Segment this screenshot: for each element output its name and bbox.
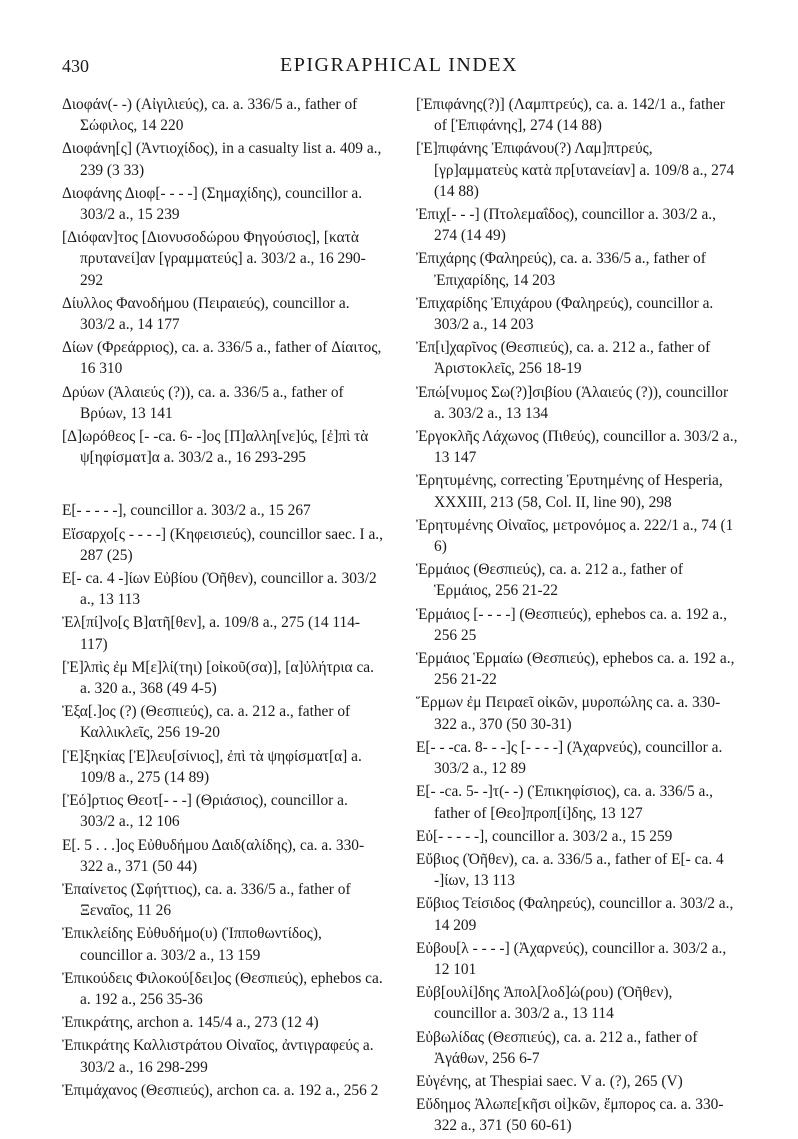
- index-entry: Ε[- ca. 4 -]ίων Εὐβίου (Ὀῆθεν), councillor a. 303/2 a., 13 113: [62, 570, 377, 609]
- index-entry: Ἐπιμάχανος (Θεσπιεύς), archon ca. a. 192 a., 256 2: [62, 1081, 379, 1099]
- index-entry: Ἐπαίνετος (Σφήττιος), ca. a. 336/5 a., father of Ξεναῖος, 11 26: [62, 880, 351, 920]
- index-entry: [Ἐπιφάνης(?)] (Λαμπτρεύς), ca. a. 142/1 a., father of [Ἐπιφάνης], 274 (14 88): [416, 96, 725, 135]
- index-entry: Διοφάνης Διοφ[- - - -] (Σημαχίδης), councillor a. 303/2 a., 15 239: [62, 184, 363, 224]
- index-entry: Εὐβου[λ - - - -] (Ἀχαρνεύς), councillor a. 303/2 a., 12 101: [416, 939, 727, 978]
- index-entry: Ἐρητυμένης Οἰναῖος, μετρονόμος a. 222/1 a., 74 (1 6): [416, 516, 734, 556]
- index-entry: [Ἐό]ρτιος Θεοτ[- - -] (Θριάσιος), councillor a. 303/2 a., 12 106: [62, 792, 348, 831]
- index-entry: Εὐγένης, at Thespiai saec. V a. (?), 265 (V): [416, 1072, 683, 1090]
- right-column: [416, 94, 738, 1139]
- index-entry: Ε[- -ca. 5- -]τ(- -) (Ἐπικηφίσιος), ca. a. 336/5 a., father of [Θεο]προπ[ί]δης, 13 127: [416, 783, 714, 822]
- index-entry: [Δ]ωρόθεος [- -ca. 6- -]ος [Π]αλλη[νε]ύς, [ἐ]πὶ τὰ ψ[ηφίσματ]α a. 303/2 a., 16 293-295: [62, 428, 369, 467]
- index-entry: Ἐπιχάρης (Φαληρεύς), ca. a. 336/5 a., father of Ἐπιχαρίδης, 14 203: [416, 250, 706, 289]
- index-entry: Ἐπιχαρίδης Ἐπιχάρου (Φαληρεύς), councillor a. 303/2 a., 14 203: [416, 294, 714, 334]
- section-gap: [62, 470, 386, 500]
- index-entry: Ἕρμων ἐμ Πειραεῖ οἰκῶν, μυροπώλης ca. a. 330-322 a., 370 (50 30-31): [416, 694, 721, 733]
- index-entry: Ἐπικράτης, archon a. 145/4 a., 273 (12 4): [62, 1014, 319, 1032]
- index-entry: Ἐργοκλῆς Λάχωνος (Πιθεύς), councillor a. 303/2 a., 13 147: [416, 428, 738, 467]
- left-column: [62, 94, 386, 1103]
- index-entry: Εὐβωλίδας (Θεσπιεύς), ca. a. 212 a., father of Ἀγάθων, 256 6-7: [416, 1028, 698, 1067]
- index-entry: Ἐλ[πί]νο[ς Β]ατῆ[θεν], a. 109/8 a., 275 (14 114-117): [62, 614, 361, 653]
- index-entry: Ἐπώ[νυμος Σω(?)]σιβίου (Ἁλαιεύς (?)), councillor a. 303/2 a., 13 134: [416, 383, 729, 422]
- index-entry: [Διόφαν]τος [Διονυσοδώρου Φηγούσιος], [κατὰ πρυτανεί]αν [γραμματεύς] a. 303/2 a., 16 290-292: [62, 229, 366, 289]
- index-entry: Δίων (Φρεάρριος), ca. a. 336/5 a., father of Δίαιτος, 16 310: [62, 339, 382, 378]
- index-entry: Ἐπικράτης Καλλιστράτου Οἰναῖος, ἀντιγραφεύς a. 303/2 a., 16 298-299: [62, 1037, 374, 1076]
- index-entry: Εὐ[- - - - -], councillor a. 303/2 a., 15 259: [416, 827, 673, 845]
- index-entry: Εἴσαρχο[ς - - - -] (Κηφεισιεύς), councillor saec. I a., 287 (25): [62, 525, 383, 564]
- index-entry: Ε[- - - - -], councillor a. 303/2 a., 15 267: [62, 502, 311, 520]
- index-entry: Ἐπ[ι]χαρῖνος (Θεσπιεύς), ca. a. 212 a., father of Ἀριστοκλεῖς, 256 18-19: [416, 339, 711, 378]
- index-entry: Ἐπικλείδης Εὐθυδήμο(υ) (Ἱπποθωντίδος), councillor a. 303/2 a., 13 159: [62, 925, 322, 964]
- index-entry: Ἑρμάιος [- - - -] (Θεσπιεύς), ephebos ca. a. 192 a., 256 25: [416, 605, 727, 644]
- index-entry: [Ἐ]ξηκίας [Ἐ]λευ[σίνιος], ἐπὶ τὰ ψηφίσματ[α] a. 109/8 a., 275 (14 89): [62, 747, 362, 786]
- index-entry: Δρύων (Ἁλαιεύς (?)), ca. a. 336/5 a., father of Βρύων, 13 141: [62, 383, 344, 422]
- index-entry: Ε[. 5 . . .]ος Εὐθυδήμου Δαιδ(αλίδης), ca. a. 330-322 a., 371 (50 44): [62, 836, 365, 875]
- index-entry: [Ἐ]λπὶς ἐμ Μ[ε]λί(τηι) [οἰκοῦ(σα)], [α]ὐλήτρια ca. a. 320 a., 368 (49 4-5): [62, 658, 374, 698]
- index-entry: Ἐπιχ[- - -] (Πτολεμαΐδος), councillor a. 303/2 a., 274 (14 49): [416, 206, 716, 245]
- index-entry: Ἐπικούδεις Φιλοκού[δει]ος (Θεσπιεύς), ephebos ca. a. 192 a., 256 35-36: [62, 969, 383, 1008]
- index-entry: Ε[- - -ca. 8- - -]ς [- - - -] (Ἀχαρνεύς), councillor a. 303/2 a., 12 89: [416, 738, 723, 778]
- index-entry: Ἑρμάιος (Θεσπιεύς), ca. a. 212 a., father of Ἑρμάιος, 256 21-22: [416, 561, 683, 600]
- index-entry: Ἐρητυμένης, correcting Ἐρυτημένης of Hesperia, XXXIII, 213 (58, Col. II, line 90), 298: [416, 472, 723, 511]
- index-entry: Εὔβιος (Ὀῆθεν), ca. a. 336/5 a., father of Ε[- ca. 4 -]ίων, 13 113: [416, 850, 724, 890]
- index-entry: Ἑρμάιος Ἑρμαίω (Θεσπιεύς), ephebos ca. a. 192 a., 256 21-22: [416, 650, 735, 689]
- index-entry: [Ἐ]πιφάνης Ἐπιφάνου(?) Λαμ]πτρεύς, [γρ]αμματεὺς κατὰ πρ[υτανείαν] a. 109/8 a., 274 (14 88): [416, 140, 735, 200]
- index-entry: Ἐξα[.]ος (?) (Θεσπιεύς), ca. a. 212 a., father of Καλλικλεῖς, 256 19-20: [62, 703, 351, 742]
- index-entry: Εὐβ[ουλί]δης Ἀπολ[λοδ]ώ(ρου) (Ὀῆθεν), councillor a. 303/2 a., 13 114: [416, 984, 673, 1023]
- index-entry: Δίυλλος Φανοδήμου (Πειραιεύς), councillor a. 303/2 a., 14 177: [62, 294, 350, 334]
- index-entry: Διοφάνη[ς] (Ἀντιοχίδος), in a casualty list a. 409 a., 239 (3 33): [62, 140, 382, 179]
- index-entry: Εὔδημος Ἀλωπε[κῆσι οἰ]κῶν, ἔμπορος ca. a. 330-322 a., 371 (50 60-61): [416, 1096, 724, 1135]
- page-number: 430: [62, 56, 89, 76]
- index-entry: Εὔβιος Τείσιδος (Φαληρεύς), councillor a. 303/2 a., 14 209: [416, 895, 734, 934]
- running-head: EPIGRAPHICAL INDEX: [280, 54, 518, 76]
- index-entry: Διοφάν(- -) (Αἰγιλιεύς), ca. a. 336/5 a., father of Σώφιλος, 14 220: [62, 96, 358, 135]
